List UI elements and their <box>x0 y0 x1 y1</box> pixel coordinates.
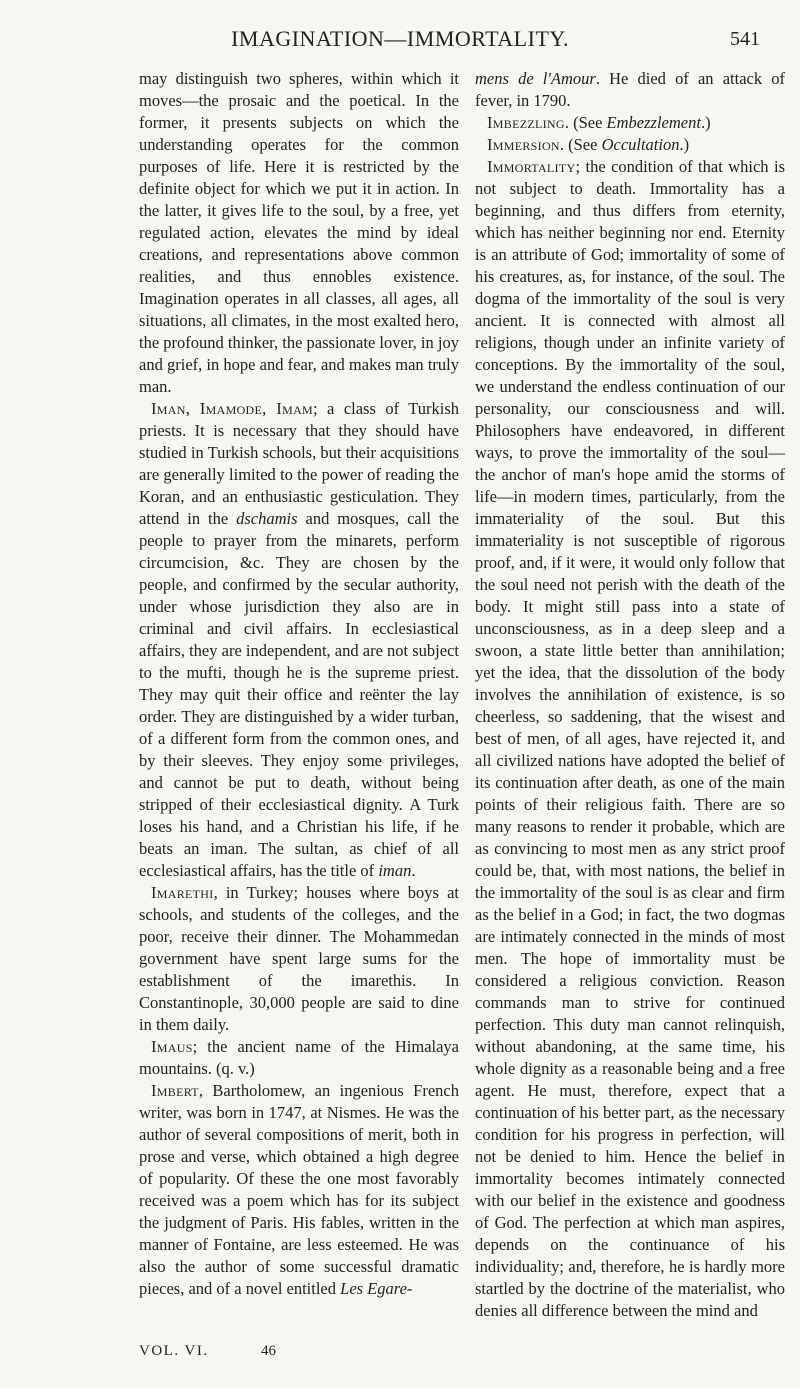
entry-text: .) <box>679 135 690 154</box>
entry-text: ; a class of Turkish priests. It is necessary that they should have studied in Turkish schools, but their acquisitions are generally limited to the power of reading the Koran, and an enthusiastic gesticulation. They attend in the <box>139 399 459 528</box>
cross-reference: Occultation <box>601 135 680 154</box>
entry-imbert <box>139 1080 459 1300</box>
entry-headword: Imarethi <box>151 883 214 902</box>
entry-headword: Imbert <box>151 1081 199 1100</box>
entry-italic: Les Egare- <box>340 1279 413 1298</box>
entry-text: . (See <box>564 113 607 132</box>
entry-text: ; the ancient name of the Himalaya mountains. (q. v.) <box>139 1037 459 1078</box>
entry-italic: mens de l'Amour <box>475 69 596 88</box>
entry-text: .) <box>700 113 711 132</box>
entry-italic: dschamis <box>236 509 298 528</box>
imagination-continuation: may distinguish two spheres, within which it moves—the prosaic and the poetical. In the former, it presents subjects on which the understanding operates for the common purposes of life. Here it is restricted by the definite object for which we put it in action. In the latter, it gives life to the soul, by a free, yet regulated action, elevates the mind by ideal creations, and representations above common realities, and thus ennobles existence. Imagination operates in all classes, all ages, all situations, all climates, in the most exalted hero, the profound thinker, the passionate lover, in joy and grief, in hope and fear, and makes man truly man. <box>139 69 459 396</box>
entry-headword: Imbezzling <box>487 113 565 132</box>
page-number: 541 <box>730 28 760 50</box>
entry-headword: Iman, Imamode, Imam <box>151 399 314 418</box>
entry-imarethi <box>139 882 459 1036</box>
entry-iman <box>139 398 459 882</box>
entry-immersion <box>475 134 785 156</box>
page-header <box>0 6 800 56</box>
entry-headword: Immortality <box>487 157 576 176</box>
page-footer <box>139 1343 459 1373</box>
entry-text: . He died of an attack of fever, in 1790. <box>475 69 785 110</box>
entry-text: , Bartholomew, an ingenious French writer, was born in 1747, at Nismes. He was the author of several compositions of merit, both in prose and verse, which obtained a high degree of popularity. Of these the one most favorably received was a poem which has for its subject the judgment of Paris. His fables, written in the manner of Fontaine, are less esteemed. He was also the author of some successful dramatic pieces, and of a novel entitled <box>139 1081 459 1298</box>
imbert-continuation <box>475 68 785 112</box>
cross-reference: Embezzlement <box>606 113 701 132</box>
entry-headword: Imaus <box>151 1037 193 1056</box>
entry-imbezzling <box>475 112 785 134</box>
running-head: IMAGINATION—IMMORTALITY. <box>231 26 569 51</box>
entry-immortality <box>475 156 785 1322</box>
entry-text: . <box>411 861 416 880</box>
entry-text: and mosques, call the people to prayer from the minarets, perform circumcision, &c. They are chosen by the people, and confirmed by the secular authority, under whose jurisdiction they also are in criminal and civil affairs. In ecclesiastical affairs, they are independent, and are not subject to the mufti, though he is the supreme priest. They may quit their office and reënter the lay order. They are distinguished by a wider turban, of a different form from the common ones, and by their sleeves. They enjoy some privileges, and cannot be put to death, without being stripped of their ecclesiastical dignity. A Turk loses his hand, and a Christian his life, if he beats an iman. The sultan, as chief of all ecclesiastical affairs, has the title of <box>139 509 460 880</box>
entry-text: , in Turkey; houses where boys at schools, and students of the colleges, and the poor, receive their dinner. The Mohammedan government have spent large sums for the establishment of the imarethis. In Constantinople, 30,000 people are said to dine in them daily. <box>139 883 459 1034</box>
entry-text: ; the condition of that which is not subject to death. Immortality has a beginning, and thus differs from eternity, which has neither beginning nor end. Eternity is an attribute of God; immortality of some of his creatures, as, for instance, of the soul. The dogma of the immortality of the soul is very ancient. It is connected with almost all religions, though under an infinite variety of conceptions. By the immortality of the soul, we understand the endless continuation of our personality, our consciousness and will. Philosophers have endeavored, in different ways, to prove the immortality of the soul—the anchor of man's hope amid the storms of life—in modern times, particularly, from the immateriality of the soul. But this immateriality is not susceptible of rigorous proof, and, if it were, it would only follow that the soul need not perish with the death of the body. It might still pass into a state of unconsciousness, as in a deep sleep and a swoon, a state little better than annihilation; yet the idea, that the dissolution of the body involves the annihilation of existence, is so cheerless, so saddening, that the wisest and best of men, of all ages, have rejected it, and all civilized nations have adopted the belief of its continuation after death, as one of the main points of their religious faith. There are so many reasons to render it probable, which are as convincing to most men as any strict proof could be, that, with most nations, the belief in the immortality of the soul is as clear and firm as the belief in a God; in fact, the two dogmas are intimately connected in the minds of most men. The hope of immortality must be considered a religious conviction. Reason commands man to strive for continued perfection. This duty man cannot relinquish, without abandoning, at the same time, his whole dignity as a reasonable being and a free agent. He must, therefore, expect that a continuation of his better part, as the necessary condition for his progress in perfection, will not be denied to him. Hence the belief in immortality becomes intimately connected with our belief in the existence and goodness of God. The perfection at which man aspires, depends on the continuance of his individuality; and, therefore, he is hardly more startled by the doctrine of the materialist, who denies all difference between the mind and <box>475 157 785 1320</box>
entry-text: . (See <box>559 135 602 154</box>
entry-imaus <box>139 1036 459 1080</box>
right-column <box>475 68 785 1322</box>
volume-signature: VOL. VI. <box>139 1343 209 1359</box>
left-column <box>139 68 459 1300</box>
sheet-number: 46 <box>261 1343 276 1359</box>
entry-italic: iman <box>378 861 412 880</box>
entry-headword: Immersion <box>487 135 560 154</box>
